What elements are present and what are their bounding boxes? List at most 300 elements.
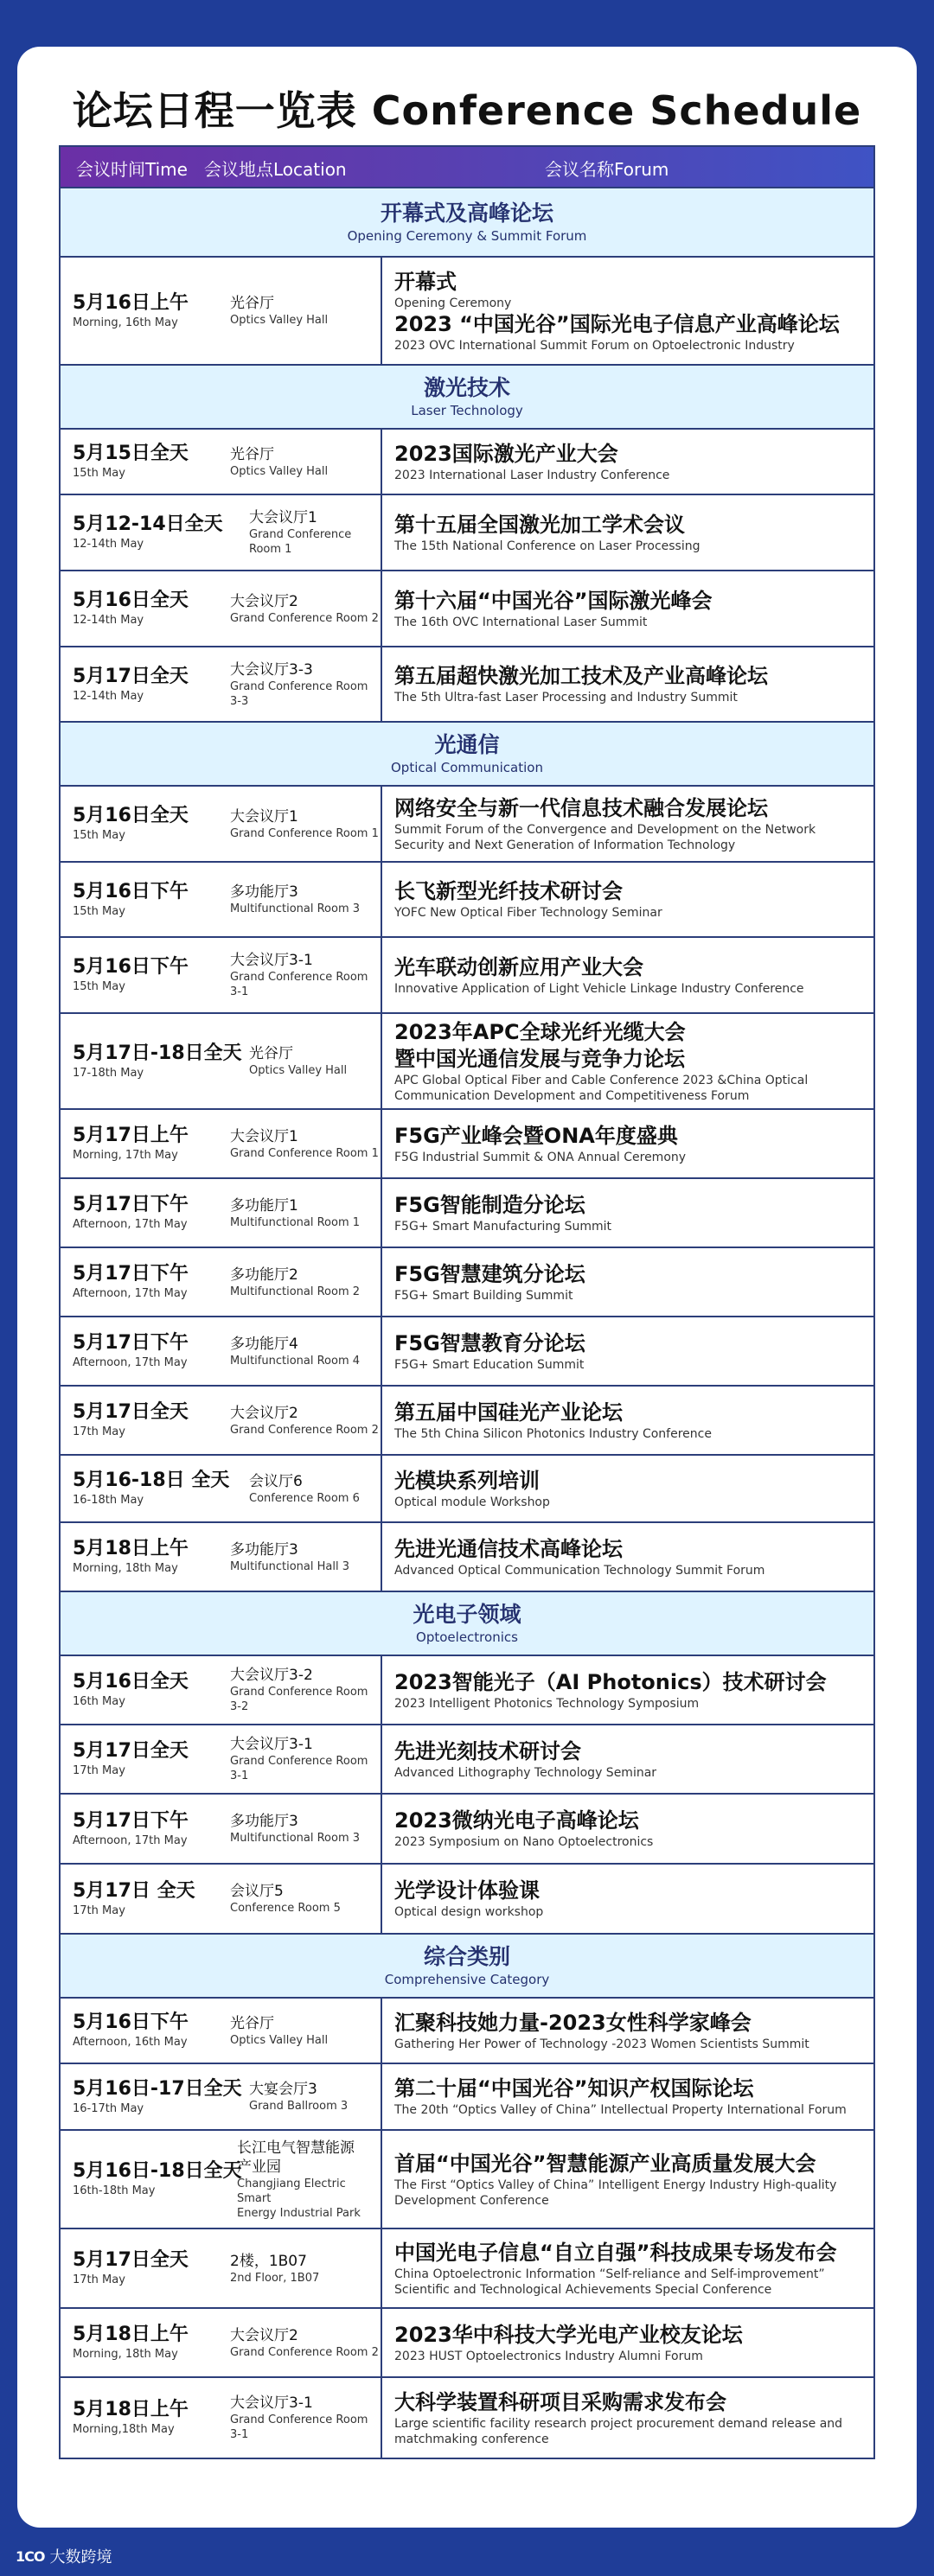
session-date: 5月17日全天 xyxy=(73,1401,189,1423)
forum-name-en: F5G Industrial Summit & ONA Annual Ceremony xyxy=(394,1150,687,1164)
forum-cell xyxy=(382,938,873,1012)
forum-cell xyxy=(382,258,873,364)
forum-cell xyxy=(382,1387,873,1454)
session-time xyxy=(73,1537,189,1577)
session-date-en: 16-18th May xyxy=(73,1494,144,1507)
forum-name: 2023 “中国光谷”国际光电子信息产业高峰论坛 xyxy=(394,311,840,336)
location-name: 大会议厅1 xyxy=(249,509,317,526)
session-location xyxy=(230,1812,360,1846)
forum-cell xyxy=(382,1865,873,1933)
table-row xyxy=(61,570,873,646)
location-name: 会议厅5 xyxy=(230,1883,284,1900)
forum-cell xyxy=(382,2131,873,2228)
session-date-en: Afternoon, 17th May xyxy=(73,1833,188,1847)
session-location xyxy=(230,2252,319,2286)
session-time xyxy=(73,442,189,481)
time-location-cell xyxy=(61,258,382,364)
location-name: 大会议厅3-3 xyxy=(230,660,313,679)
forum-name: F5G智能制造分论坛 xyxy=(394,1192,585,1217)
forum-name-en: 2023 HUST Optoelectronics Industry Alumni Forum xyxy=(394,2349,703,2363)
forum-name: 2023国际激光产业大会 xyxy=(394,441,618,466)
session-date: 5月16日全天 xyxy=(73,1671,189,1693)
location-name: 大会议厅2 xyxy=(230,592,298,610)
session-date: 5月18日上午 xyxy=(73,2324,189,2345)
location-name-en: Grand Conference Room 2 xyxy=(230,611,379,625)
table-row xyxy=(61,1385,873,1454)
forum-cell xyxy=(382,647,873,721)
time-location-cell xyxy=(61,1179,382,1247)
session-time xyxy=(73,2011,189,2050)
section-subtitle: Optical Communication xyxy=(391,760,543,775)
forum-name-en: F5G+ Smart Education Summit xyxy=(394,1357,585,1372)
session-location xyxy=(230,1735,381,1783)
forum-name: 首届“中国光谷”智慧能源产业高质量发展大会 xyxy=(394,2151,816,2176)
location-name-en: Grand Conference Room 3-3 xyxy=(230,679,368,708)
location-name-en: Grand Conference Room 1 xyxy=(230,1146,379,1160)
session-date: 5月16日-17日全天 xyxy=(73,2077,242,2100)
location-name: 多功能厅3 xyxy=(230,1540,298,1559)
location-name: 大会议厅2 xyxy=(230,1404,298,1422)
table-row xyxy=(61,1793,873,1863)
session-time xyxy=(73,880,189,920)
location-name: 光谷厅 xyxy=(230,445,274,463)
session-location xyxy=(249,2080,348,2114)
forum-name: 中国光电子信息“自立自强”科技成果专场发布会 xyxy=(394,2240,837,2265)
session-location xyxy=(230,294,328,328)
session-time xyxy=(73,665,189,705)
session-time xyxy=(73,1124,189,1164)
time-location-cell xyxy=(61,2064,382,2129)
time-location-cell xyxy=(61,2378,382,2458)
time-location-cell xyxy=(61,647,382,721)
table-row xyxy=(61,428,873,494)
location-name-en: Multifunctional Room 3 xyxy=(230,902,361,915)
section-title: 激光技术 xyxy=(423,375,510,400)
session-date: 5月17日-18日全天 xyxy=(73,1042,242,1064)
session-date-en: 17th May xyxy=(73,1425,125,1438)
session-location xyxy=(249,1472,360,1506)
location-name: 多功能厅4 xyxy=(230,1335,298,1353)
forum-cell xyxy=(382,1317,873,1385)
forum-cell xyxy=(382,1725,873,1793)
forum-name: F5G智慧建筑分论坛 xyxy=(394,1261,585,1286)
session-location xyxy=(237,2139,381,2221)
location-name-en: Conference Room 6 xyxy=(249,1491,360,1505)
forum-name-en: Summit Forum of the Convergence and Development on the Network Security and Next Generation of Information Technology xyxy=(394,822,816,852)
forum-cell xyxy=(382,1179,873,1247)
section-title: 综合类别 xyxy=(423,1944,510,1969)
forum-name-en: Innovative Application of Light Vehicle Linkage Industry Conference xyxy=(394,981,804,996)
session-date: 5月17日全天 xyxy=(73,1740,189,1762)
schedule-table xyxy=(59,145,875,2459)
forum-name: 第十五届全国激光加工学术会议 xyxy=(394,512,685,537)
session-time xyxy=(73,804,189,844)
session-date: 5月12-14日全天 xyxy=(73,513,223,535)
session-date: 5月17日全天 xyxy=(73,2249,189,2271)
forum-cell xyxy=(382,495,873,570)
session-date: 5月16日下午 xyxy=(73,880,189,902)
forum-name: 光车联动创新应用产业大会 xyxy=(394,954,643,979)
time-location-cell xyxy=(61,1656,382,1724)
forum-cell xyxy=(382,1999,873,2063)
forum-cell xyxy=(382,2309,873,2376)
location-name: 多功能厅1 xyxy=(230,1196,298,1215)
session-date-en: Morning,18th May xyxy=(73,2423,175,2436)
session-location xyxy=(230,807,379,841)
forum-name: 网络安全与新一代信息技术融合发展论坛 xyxy=(394,795,768,820)
section-header xyxy=(61,721,873,785)
section-header xyxy=(61,1591,873,1655)
table-row xyxy=(61,2376,873,2458)
session-time xyxy=(73,1879,195,1919)
location-name: 多功能厅3 xyxy=(230,1813,298,1830)
session-location xyxy=(249,508,381,557)
session-date-en: 12-14th May xyxy=(73,614,144,627)
time-location-cell xyxy=(61,1456,382,1521)
table-row xyxy=(61,1724,873,1793)
session-date-en: 12-14th May xyxy=(73,689,144,703)
forum-name: 2023智能光子（AI Photonics）技术研讨会 xyxy=(394,1669,827,1694)
location-name: 大会议厅2 xyxy=(230,2326,298,2344)
forum-name-en: Opening Ceremony xyxy=(394,296,512,310)
session-date-en: 15th May xyxy=(73,829,125,842)
forum-name-en: F5G+ Smart Building Summit xyxy=(394,1288,573,1303)
time-location-cell xyxy=(61,1725,382,1793)
session-date: 5月16日上午 xyxy=(73,291,189,314)
header-time-location: 会议时间Time 会议地点Location xyxy=(76,159,347,180)
time-location-cell xyxy=(61,1795,382,1863)
forum-cell xyxy=(382,2378,873,2458)
location-name: 多功能厅3 xyxy=(230,883,298,901)
time-location-cell xyxy=(61,787,382,861)
session-location xyxy=(230,1666,381,1714)
forum-name: 先进光通信技术高峰论坛 xyxy=(394,1536,623,1561)
forum-name-en: Optical design workshop xyxy=(394,1905,544,1919)
forum-name-en: F5G+ Smart Manufacturing Summit xyxy=(394,1219,612,1234)
session-date-en: 15th May xyxy=(73,980,125,993)
session-date-en: Morning, 18th May xyxy=(73,2348,178,2361)
session-date-en: 12-14th May xyxy=(73,538,144,551)
session-date: 5月17日下午 xyxy=(73,1332,189,1354)
time-location-cell xyxy=(61,430,382,494)
forum-name-en: China Optoelectronic Information “Self-reliance and Self-improvement” Scientific and Technological Achievements Special Conference xyxy=(394,2267,825,2297)
location-name: 光谷厅 xyxy=(230,295,274,312)
session-date: 5月16日全天 xyxy=(73,590,189,611)
location-name-en: Optics Valley Hall xyxy=(230,2033,329,2047)
session-time xyxy=(73,291,189,331)
table-row xyxy=(61,1177,873,1247)
forum-name: 长飞新型光纤技术研讨会 xyxy=(394,879,623,903)
table-row xyxy=(61,785,873,861)
session-location xyxy=(230,2326,379,2360)
session-time xyxy=(73,513,223,552)
forum-cell xyxy=(382,787,873,861)
location-name-en: 2nd Floor, 1B07 xyxy=(230,2271,320,2285)
session-date-en: Morning, 17th May xyxy=(73,1149,178,1162)
session-date: 5月15日全天 xyxy=(73,443,189,464)
location-name-en: Multifunctional Room 4 xyxy=(230,1354,361,1368)
forum-name: 开幕式 xyxy=(394,269,457,294)
table-row xyxy=(61,861,873,936)
session-date-en: 15th May xyxy=(73,904,125,918)
session-time xyxy=(73,1193,189,1233)
forum-name: 光学设计体验课 xyxy=(394,1878,540,1903)
location-name: 大会议厅3-1 xyxy=(230,952,313,969)
location-name-en: Multifunctional Room 2 xyxy=(230,1285,361,1298)
session-date-en: Afternoon, 17th May xyxy=(73,1356,188,1369)
session-location xyxy=(230,2014,328,2048)
location-name: 大会议厅3-2 xyxy=(230,1667,313,1684)
session-date-en: 17-18th May xyxy=(73,1066,144,1080)
forum-name: F5G智慧教育分论坛 xyxy=(394,1330,585,1355)
forum-name: 光模块系列培训 xyxy=(394,1468,540,1493)
time-location-cell xyxy=(61,1248,382,1316)
forum-name-en: 2023 OVC International Summit Forum on Optoelectronic Industry xyxy=(394,338,795,353)
section-subtitle: Optoelectronics xyxy=(416,1629,518,1645)
session-time xyxy=(73,2323,189,2362)
session-date: 5月17日下午 xyxy=(73,1809,189,1832)
session-date: 5月16日全天 xyxy=(73,805,189,826)
forum-name-en: The First “Optics Valley of China” Intelligent Energy Industry High-quality Development Conference xyxy=(394,2177,837,2208)
table-row xyxy=(61,1655,873,1724)
location-name-en: Grand Conference Room 3-1 xyxy=(230,1755,368,1782)
table-row xyxy=(61,2307,873,2376)
time-location-cell xyxy=(61,495,382,570)
session-time xyxy=(73,2077,242,2117)
location-name-en: Grand Conference Room 3-2 xyxy=(230,1686,368,1713)
location-name: 会议厅6 xyxy=(249,1472,303,1490)
section-header xyxy=(61,1933,873,1997)
location-name-en: Multifunctional Room 3 xyxy=(230,1832,361,1845)
forum-name: 2023微纳光电子高峰论坛 xyxy=(394,1808,639,1833)
time-location-cell xyxy=(61,938,382,1012)
session-time xyxy=(73,589,189,628)
session-location xyxy=(230,951,381,999)
session-location xyxy=(230,1266,360,1299)
table-row xyxy=(61,936,873,1012)
brand-logo-icon: 1CO xyxy=(16,2547,45,2565)
time-location-cell xyxy=(61,1110,382,1177)
forum-name: 2023年APC全球光纤光缆大会 暨中国光通信发展与竞争力论坛 xyxy=(394,1019,686,1071)
session-date-en: Afternoon, 16th May xyxy=(73,2036,188,2049)
session-date: 5月16日-18日全天 xyxy=(73,2160,242,2182)
location-name-en: Grand Conference Room 3-1 xyxy=(230,971,368,998)
session-date-en: 17th May xyxy=(73,1903,125,1917)
location-name: 2楼，1B07 xyxy=(230,2252,307,2270)
session-location xyxy=(230,1196,360,1230)
time-location-cell xyxy=(61,1317,382,1385)
session-date: 5月16日下午 xyxy=(73,956,189,978)
forum-name: 汇聚科技她力量-2023女性科学家峰会 xyxy=(394,2010,752,2035)
session-date: 5月18日上午 xyxy=(73,2399,189,2420)
forum-name: 第十六届“中国光谷”国际激光峰会 xyxy=(394,588,713,613)
session-location xyxy=(230,1127,379,1161)
table-row xyxy=(61,1108,873,1177)
session-time xyxy=(73,1809,189,1849)
footer-brand xyxy=(16,2545,112,2567)
table-row xyxy=(61,494,873,570)
schedule-card xyxy=(17,47,917,2528)
forum-cell xyxy=(382,2064,873,2129)
session-time xyxy=(73,1670,189,1710)
session-date: 5月16日下午 xyxy=(73,2012,189,2033)
session-time xyxy=(73,1400,189,1440)
table-row xyxy=(61,1997,873,2063)
forum-name-en: YOFC New Optical Fiber Technology Seminar xyxy=(394,906,662,920)
table-header xyxy=(61,147,873,187)
session-location xyxy=(230,1540,349,1574)
forum-name: 先进光刻技术研讨会 xyxy=(394,1738,581,1763)
session-time xyxy=(73,1262,189,1302)
time-location-cell xyxy=(61,2309,382,2376)
location-name: 大会议厅3-1 xyxy=(230,1736,313,1753)
location-name-en: Grand Ballroom 3 xyxy=(249,2100,349,2113)
forum-name: 第五届超快激光加工技术及产业高峰论坛 xyxy=(394,664,768,688)
time-location-cell xyxy=(61,2229,382,2307)
forum-cell xyxy=(382,1795,873,1863)
forum-name: 2023华中科技大学光电产业校友论坛 xyxy=(394,2322,743,2347)
time-location-cell xyxy=(61,1865,382,1933)
forum-name-en: Gathering Her Power of Technology -2023 Women Scientists Summit xyxy=(394,2037,809,2051)
location-name-en: Grand Conference Room 3-1 xyxy=(230,2413,368,2441)
session-time xyxy=(73,1469,229,1508)
table-row xyxy=(61,256,873,364)
session-time xyxy=(73,1331,189,1371)
forum-name: F5G产业峰会暨ONA年度盛典 xyxy=(394,1123,678,1148)
location-name-en: Optics Valley Hall xyxy=(249,1064,348,1077)
forum-name: 第五届中国硅光产业论坛 xyxy=(394,1400,623,1425)
forum-name-en: Advanced Optical Communication Technology Summit Forum xyxy=(394,1563,765,1578)
session-location xyxy=(230,1882,341,1916)
session-time xyxy=(73,1739,189,1779)
forum-cell xyxy=(382,1456,873,1521)
location-name-en: Grand Conference Room 1 xyxy=(230,826,379,840)
table-row xyxy=(61,1863,873,1933)
forum-name-en: Advanced Lithography Technology Seminar xyxy=(394,1765,657,1780)
table-row xyxy=(61,1316,873,1385)
table-row xyxy=(61,2228,873,2307)
session-date: 5月17日下午 xyxy=(73,1194,189,1215)
session-date-en: 15th May xyxy=(73,467,125,480)
table-row xyxy=(61,646,873,721)
session-time xyxy=(73,2398,189,2438)
time-location-cell xyxy=(61,863,382,936)
table-row xyxy=(61,1521,873,1591)
session-date-en: Morning, 18th May xyxy=(73,1562,178,1575)
session-date-en: 17th May xyxy=(73,1764,125,1777)
location-name-en: Multifunctional Room 1 xyxy=(230,1215,361,1229)
page-title: 论坛日程一览表 Conference Schedule xyxy=(72,87,862,134)
session-date-en: 16-17th May xyxy=(73,2101,144,2115)
forum-cell xyxy=(382,1248,873,1316)
location-name: 光谷厅 xyxy=(230,2014,274,2032)
location-name-en: Grand Conference Room 2 xyxy=(230,1423,379,1437)
forum-cell xyxy=(382,1014,873,1108)
session-date: 5月17日上午 xyxy=(73,1125,189,1146)
session-date-en: Afternoon, 17th May xyxy=(73,1287,188,1300)
session-location xyxy=(230,1335,360,1368)
time-location-cell xyxy=(61,1387,382,1454)
location-name: 光谷厅 xyxy=(249,1045,293,1062)
section-title: 光电子领域 xyxy=(413,1602,521,1627)
session-date: 5月16-18日 全天 xyxy=(73,1470,230,1491)
session-date: 5月17日 全天 xyxy=(73,1879,195,1902)
session-date: 5月18日上午 xyxy=(73,1538,189,1559)
session-date-en: 17th May xyxy=(73,2273,125,2286)
session-location xyxy=(230,660,381,709)
table-row xyxy=(61,2063,873,2129)
session-date: 5月17日下午 xyxy=(73,1263,189,1285)
session-location xyxy=(230,2394,381,2442)
forum-name-en: APC Global Optical Fiber and Cable Conference 2023 &China Optical Communication Development and Competitiveness Forum xyxy=(394,1073,809,1103)
location-name: 长江电气智慧能源 产业园 xyxy=(237,2139,355,2176)
section-title: 光通信 xyxy=(434,732,500,757)
time-location-cell xyxy=(61,1999,382,2063)
session-time xyxy=(73,955,189,995)
location-name-en: Grand Conference Room 1 xyxy=(249,528,352,556)
section-subtitle: Opening Ceremony & Summit Forum xyxy=(347,228,587,244)
forum-cell xyxy=(382,1523,873,1591)
session-time xyxy=(73,2159,242,2199)
session-date-en: Morning, 16th May xyxy=(73,316,178,329)
session-date: 5月17日全天 xyxy=(73,665,189,687)
brand-name: 大数跨境 xyxy=(49,2548,112,2566)
forum-cell xyxy=(382,430,873,494)
location-name: 大会议厅1 xyxy=(230,1127,298,1145)
location-name: 大宴会厅3 xyxy=(249,2081,317,2098)
location-name: 大会议厅3-1 xyxy=(230,2394,313,2412)
forum-name-en: 2023 International Laser Industry Conference xyxy=(394,468,670,482)
forum-name-en: The 5th China Silicon Photonics Industry Conference xyxy=(394,1426,712,1441)
table-row xyxy=(61,1454,873,1521)
section-header xyxy=(61,187,873,256)
location-name: 多功能厅2 xyxy=(230,1266,298,1284)
section-header xyxy=(61,364,873,428)
section-subtitle: Comprehensive Category xyxy=(384,1972,550,1987)
session-location xyxy=(230,1404,379,1438)
forum-name-en: Optical module Workshop xyxy=(394,1495,550,1509)
time-location-cell xyxy=(61,2131,382,2228)
forum-cell xyxy=(382,1110,873,1177)
location-name-en: Grand Conference Room 2 xyxy=(230,2345,379,2359)
table-row xyxy=(61,1012,873,1108)
session-location xyxy=(249,1044,347,1078)
forum-cell xyxy=(382,863,873,936)
forum-name-en: The 16th OVC International Laser Summit xyxy=(394,615,648,629)
session-location xyxy=(230,883,360,916)
table-row xyxy=(61,2129,873,2228)
location-name-en: Multifunctional Hall 3 xyxy=(230,1559,349,1573)
location-name-en: Changjiang Electric Smart Energy Industrial Park xyxy=(237,2177,361,2220)
forum-name-en: 2023 Symposium on Nano Optoelectronics xyxy=(394,1835,654,1849)
table-row xyxy=(61,1247,873,1316)
forum-name-en: The 5th Ultra-fast Laser Processing and Industry Summit xyxy=(394,691,738,705)
time-location-cell xyxy=(61,571,382,646)
session-date-en: 16th May xyxy=(73,1695,125,1708)
time-location-cell xyxy=(61,1523,382,1591)
time-location-cell xyxy=(61,1014,382,1108)
forum-name-en: The 20th “Optics Valley of China” Intellectual Property International Forum xyxy=(394,2103,847,2117)
header-forum: 会议名称Forum xyxy=(545,159,669,180)
location-name-en: Conference Room 5 xyxy=(230,1902,341,1915)
forum-cell xyxy=(382,1656,873,1724)
forum-name-en: Large scientific facility research project procurement demand release and matchmaking conference xyxy=(394,2416,843,2446)
session-time xyxy=(73,2248,189,2288)
section-subtitle: Laser Technology xyxy=(411,403,523,418)
forum-cell xyxy=(382,571,873,646)
forum-name: 第二十届“中国光谷”知识产权国际论坛 xyxy=(394,2076,754,2101)
session-date-en: Afternoon, 17th May xyxy=(73,1218,188,1231)
